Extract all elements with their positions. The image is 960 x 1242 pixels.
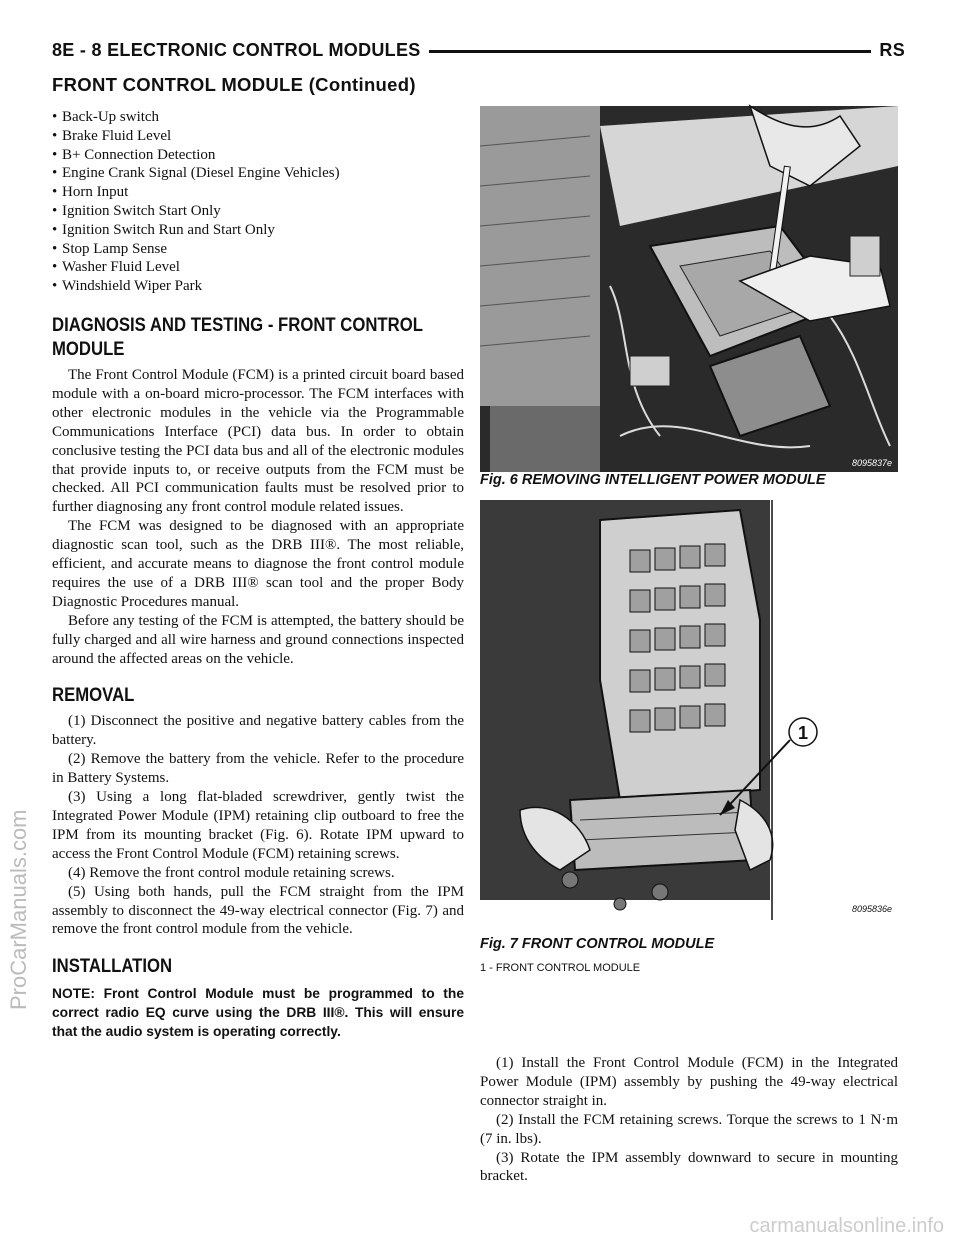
list-item: • Windshield Wiper Park — [52, 277, 464, 296]
figure-7-callout: 1 — [797, 723, 809, 743]
diagnosis-heading: DIAGNOSIS AND TESTING - FRONT CONTROL MODULE — [52, 314, 423, 360]
list-item: • Horn Input — [52, 183, 464, 202]
installation-step: (1) Install the Front Control Module (FCM) in the Integrated Power Module (IPM) assembly by pushing the 49-way electrical connector straight in. — [480, 1055, 898, 1109]
figure-6 — [480, 106, 898, 472]
watermark-left: ProCarManuals.com — [6, 809, 31, 1010]
installation-step: (2) Install the FCM retaining screws. Torque the screws to 1 N·m (7 in. lbs). — [480, 1111, 898, 1147]
list-item: • Brake Fluid Level — [52, 127, 464, 146]
list-item: • Back-Up switch — [52, 108, 464, 127]
diagnosis-paragraph: The Front Control Module (FCM) is a printed circuit board based module with a on-board micro-processor. The FCM interfaces with other electronic modules in the vehicle via the Programmable Communications Interface (PCI) data bus. In order to obtain conclusive testing the PCI data bus and all of the electronic modules that provide inputs to, or receive outputs from the FCM must be checked. All PCI communication faults must be resolved prior to further diagnosing any front control module related issues. — [52, 366, 464, 516]
figure-7-caption: Fig. 7 FRONT CONTROL MODULE — [480, 936, 715, 952]
diagnosis-paragraph: Before any testing of the FCM is attempted, the battery should be fully charged and all wire harness and ground connections inspected around the affected areas on the vehicle. — [52, 612, 464, 667]
removal-step: (5) Using both hands, pull the FCM straight from the IPM assembly to disconnect the 49-way electrical connector (Fig. 7) and remove the front control module from the vehicle. — [52, 883, 464, 938]
figure-6-code: 8095837e — [851, 458, 892, 468]
list-item: • Engine Crank Signal (Diesel Engine Vehicles) — [52, 164, 464, 183]
list-item: • Ignition Switch Start Only — [52, 202, 464, 221]
right-column — [480, 1054, 898, 1186]
figure-6-caption: Fig. 6 REMOVING INTELLIGENT POWER MODULE — [480, 472, 826, 488]
list-item: • Ignition Switch Run and Start Only — [52, 221, 464, 240]
watermark-bottom: carmanualsonline.info — [749, 1215, 944, 1237]
figure-7-illustration — [480, 500, 898, 920]
removal-step: (1) Disconnect the positive and negative battery cables from the battery. — [52, 713, 464, 749]
section-title: 8E - 8 ELECTRONIC CONTROL MODULES — [52, 40, 429, 61]
continued-title: FRONT CONTROL MODULE (Continued) — [52, 74, 416, 95]
diagnosis-paragraph: The FCM was designed to be diagnosed with an appropriate diagnostic scan tool, such as the DRB III®. The most reliable, efficient, and accurate means to diagnose the front control module requires the use of a DRB III® scan tool and the proper Body Diagnostic Procedures manual. — [52, 518, 464, 610]
removal-step: (2) Remove the battery from the vehicle. Refer to the procedure in Battery Systems. — [52, 751, 464, 787]
installation-note: NOTE: Front Control Module must be programmed to the correct radio EQ curve using the DRB III®. This will ensure that the audio system is operating correctly. — [52, 986, 464, 1039]
removal-step: (3) Using a long flat-bladed screwdriver, gently twist the Integrated Power Module (IPM) retaining clip outboard to free the IPM from its mounting bracket (Fig. 6). Rotate IPM upward to access the Front Control Module (FCM) retaining screws. — [52, 789, 464, 862]
figure-7-code: 8095836e — [851, 904, 892, 914]
input-list — [52, 108, 464, 296]
removal-step: (4) Remove the front control module retaining screws. — [68, 864, 395, 881]
page-header — [52, 40, 905, 60]
left-column — [52, 108, 464, 1039]
installation-step: (3) Rotate the IPM assembly downward to secure in mounting bracket. — [480, 1149, 898, 1185]
removal-heading: REMOVAL — [52, 685, 135, 707]
list-item: • B+ Connection Detection — [52, 146, 464, 165]
list-item: • Washer Fluid Level — [52, 258, 464, 277]
figure-6-illustration — [480, 106, 898, 472]
figure-7-legend: 1 - FRONT CONTROL MODULE — [480, 962, 641, 974]
installation-heading: INSTALLATION — [52, 956, 173, 978]
list-item: • Stop Lamp Sense — [52, 240, 464, 259]
model-code: RS — [871, 40, 905, 61]
figure-7 — [480, 500, 898, 920]
